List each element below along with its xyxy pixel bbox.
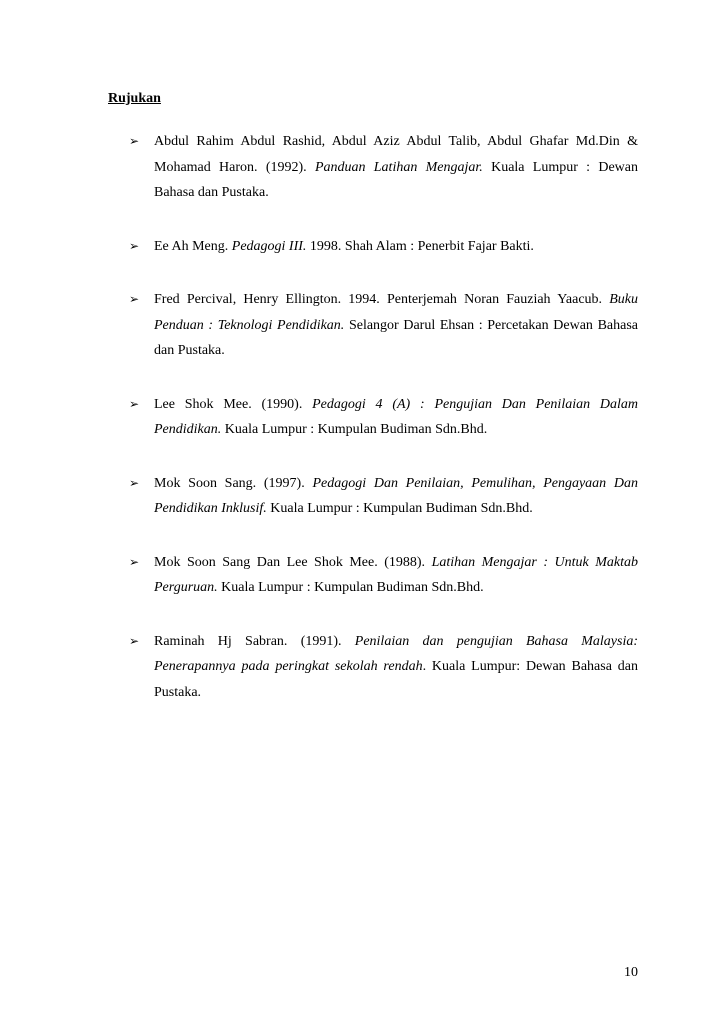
arrow-bullet-icon: ➢: [129, 475, 140, 490]
arrow-bullet-icon: ➢: [129, 134, 140, 148]
reference-item: [0, 129, 728, 206]
reference-item: [0, 550, 728, 601]
reference-publisher: 1998. Shah Alam : Penerbit Fajar Bakti.: [306, 238, 534, 254]
reference-authors: Abdul Rahim Abdul Rashid, Abdul Aziz Abdul Talib, Abdul Ghafar Md.Din & Mohamad Haron. (1992).: [154, 134, 638, 175]
reference-list: [0, 129, 728, 733]
reference-title: Pedagogi 4 (A) : Pengujian Dan Penilaian Dalam Pendidikan.: [154, 396, 638, 437]
reference-item: [0, 471, 728, 522]
reference-publisher: Kuala Lumpur : Kumpulan Budiman Sdn.Bhd.: [266, 501, 533, 516]
reference-publisher: Kuala Lumpur : Kumpulan Budiman Sdn.Bhd.: [217, 580, 484, 595]
reference-authors: Raminah Hj Sabran. (1991).: [154, 633, 355, 649]
reference-publisher: . Kuala Lumpur: Dewan Bahasa dan Pustaka.: [154, 659, 638, 700]
arrow-bullet-icon: ➢: [129, 292, 140, 306]
reference-title: Panduan Latihan Mengajar.: [314, 159, 483, 175]
reference-title: Buku Penduan : Teknologi Pendidikan.: [154, 292, 638, 333]
reference-publisher: Kuala Lumpur : Kumpulan Budiman Sdn.Bhd.: [221, 422, 488, 437]
reference-title: Penilaian dan pengujian Bahasa Malaysia: Penerapannya pada peringkat sekolah rendah: [154, 633, 638, 674]
reference-item: [0, 287, 728, 364]
arrow-bullet-icon: ➢: [129, 554, 140, 569]
arrow-bullet-icon: ➢: [129, 396, 140, 411]
reference-authors: Lee Shok Mee. (1990).: [154, 396, 313, 412]
reference-title: Pedagogi III.: [231, 238, 307, 254]
page-number: 10: [624, 965, 638, 980]
reference-publisher: Kuala Lumpur : Dewan Bahasa dan Pustaka.: [154, 159, 639, 200]
reference-item: [0, 392, 728, 443]
reference-item: [0, 234, 728, 260]
arrow-bullet-icon: ➢: [129, 633, 140, 648]
section-heading: Rujukan: [108, 91, 161, 106]
reference-authors: Fred Percival, Henry Ellington. 1994. Penterjemah Noran Fauziah Yaacub.: [154, 292, 610, 307]
reference-authors: Mok Soon Sang. (1997).: [154, 475, 313, 491]
reference-item: [0, 629, 728, 706]
reference-title: Latihan Mengajar : Untuk Maktab Perguruan.: [154, 554, 638, 595]
reference-title: Pedagogi Dan Penilaian, Pemulihan, Pengayaan Dan Pendidikan Inklusif.: [154, 475, 639, 516]
arrow-bullet-icon: ➢: [129, 238, 140, 253]
reference-authors: Ee Ah Meng.: [154, 238, 232, 254]
reference-authors: Mok Soon Sang Dan Lee Shok Mee. (1988).: [154, 554, 432, 570]
reference-publisher: Selangor Darul Ehsan : Percetakan Dewan Bahasa dan Pustaka.: [154, 317, 638, 358]
